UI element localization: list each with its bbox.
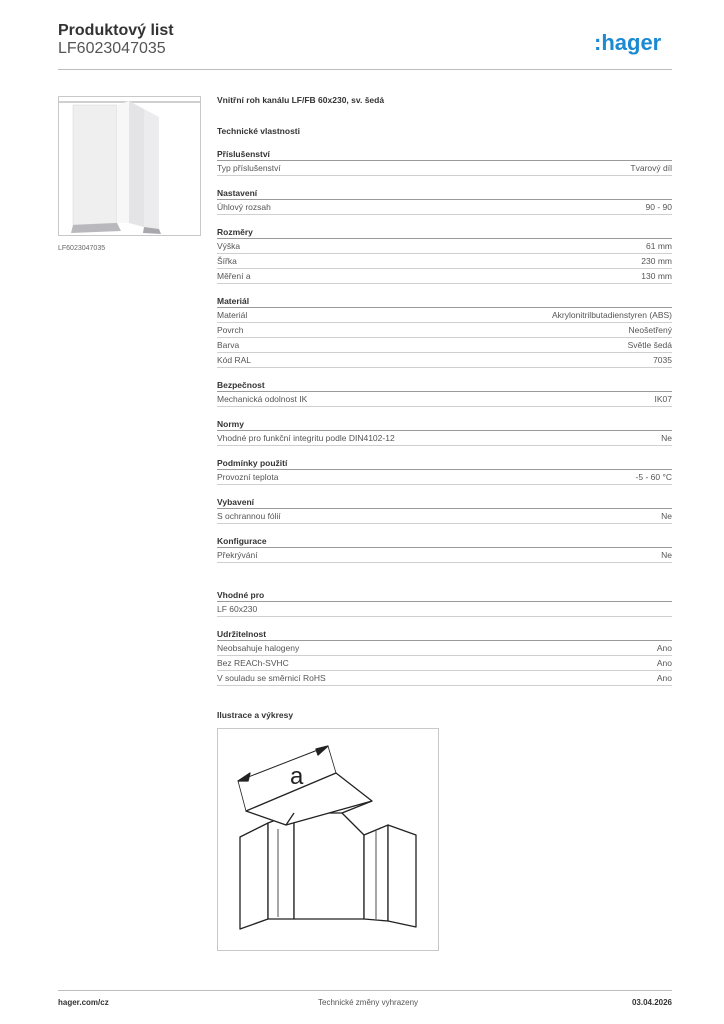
spec-value: -5 - 60 °C [635,472,672,482]
spec-value: Akrylonitrilbutadienstyren (ABS) [552,310,672,320]
spec-label: Překrývání [217,550,258,560]
spec-section [217,295,672,368]
spec-label: S ochrannou fólií [217,511,281,521]
spec-label: Šířka [217,256,237,266]
spec-label: Neobsahuje halogeny [217,643,300,653]
spec-label: Měření a [217,271,251,281]
section-title: Normy [217,418,672,431]
image-caption: LF6023047035 [58,245,106,252]
section-title: Udržitelnost [217,628,672,641]
spec-label: Mechanická odolnost IK [217,394,308,404]
spec-row [217,671,672,686]
spec-value: Ano [656,658,672,668]
spec-label: Provozní teplota [217,472,279,482]
spec-label: Barva [217,340,240,350]
spec-row [217,548,672,563]
spec-label: LF 60x230 [217,604,258,614]
spec-label: Výška [217,241,241,251]
spec-label: Bez REACh-SVHC [217,658,289,668]
spec-row [217,239,672,254]
spec-value: Světle šedá [627,340,672,350]
spec-section [217,496,672,524]
product-code: LF6023047035 [58,40,166,57]
spec-value: IK07 [654,394,672,404]
spec-row [217,392,672,407]
spec-section [217,418,672,446]
section-title: Podmínky použití [217,457,672,470]
header-divider [58,69,672,70]
section-title: Bezpečnost [217,379,672,392]
spec-row [217,656,672,671]
spec-row [217,470,672,485]
spec-row [217,323,672,338]
spec-value: 230 mm [641,256,672,266]
spec-row [217,602,672,617]
section-title: Vybavení [217,496,672,509]
footer-divider [58,990,672,991]
spec-label: Typ příslušenství [217,163,281,173]
spec-value: Ano [656,673,672,683]
section-title: Příslušenství [217,148,672,161]
product-description: Vnitřní roh kanálu LF/FB 60x230, sv. šedá [217,95,385,105]
spec-row [217,509,672,524]
spec-value: Ne [661,433,672,443]
spec-row [217,338,672,353]
section-title: Konfigurace [217,535,672,548]
spec-sections [217,148,672,563]
spec-label: Povrch [217,325,244,335]
spec-value: 90 - 90 [645,202,672,212]
spec-section [217,535,672,563]
spec-row [217,200,672,215]
footer-note: Technické změny vyhrazeny [318,998,419,1007]
spec-label: Úhlový rozsah [217,202,271,212]
spec-value: 61 mm [646,241,672,251]
spec-section [217,148,672,176]
spec-value: Ano [656,643,672,653]
footer-website-link[interactable]: hager.com/cz [58,998,109,1007]
logo-text: :hager [594,30,662,55]
tech-heading: Technické vlastnosti [217,126,300,136]
spec-content [217,94,672,686]
spec-section [217,457,672,485]
spec-value: Ne [661,511,672,521]
spec-value: 7035 [653,355,672,365]
spec-value: Tvarový díl [630,163,672,173]
section-sustainability [217,628,672,686]
spec-section [217,187,672,215]
spec-value: 130 mm [641,271,672,281]
spec-row [217,269,672,284]
product-image [58,96,201,236]
spec-section [217,226,672,284]
illustrations-heading: Ilustrace a výkresy [217,710,294,720]
section-title: Nastavení [217,187,672,200]
footer-date: 03.04.2026 [631,998,672,1007]
section-title: Vhodné pro [217,589,672,602]
dimension-label: a [290,763,304,790]
spec-label: Vhodné pro funkční integritu podle DIN4102-12 [217,433,395,443]
section-title: Materiál [217,295,672,308]
spec-row [217,353,672,368]
section-title: Rozměry [217,226,672,239]
spec-label: Kód RAL [217,355,252,365]
hager-logo [594,28,674,58]
spec-value: Ne [661,550,672,560]
technical-drawing [217,728,439,951]
spec-value: Neošetřený [628,325,672,335]
spec-label: Materiál [217,310,248,320]
spec-row [217,161,672,176]
spec-row [217,254,672,269]
spec-row [217,641,672,656]
spec-row [217,431,672,446]
section-suitable [217,589,672,617]
spec-label: V souladu se směrnicí RoHS [217,673,326,683]
spec-row [217,308,672,323]
spec-section [217,379,672,407]
page-title: Produktový list [58,22,174,39]
